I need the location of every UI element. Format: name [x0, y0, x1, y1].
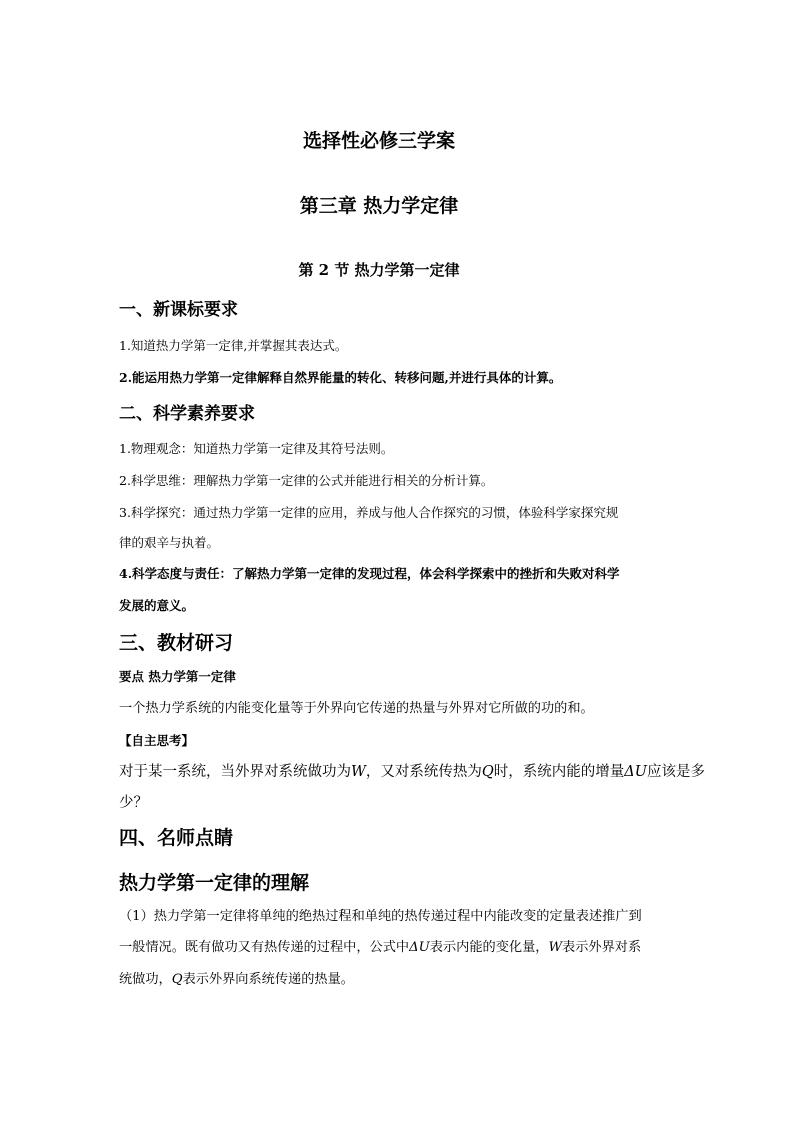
literacy-item-1: 1.物理观念：知道热力学第一定律及其符号法则。: [119, 441, 394, 456]
variable-w: W: [351, 764, 366, 780]
explanation-line-3: 统做功，Q表示外界向系统传递的热量。: [119, 972, 354, 987]
requirement-item-2: 2.能运用热力学第一定律解释自然界能量的转化、转移问题,并进行具体的计算。: [119, 370, 562, 385]
law-definition: 一个热力学系统的内能变化量等于外界向它传递的热量与外界对它所做的功的和。: [119, 701, 594, 716]
explanation-line-2: 一般情况。既有做功又有热传递的过程中，公式中ΔU表示内能的变化量，W表示外界对系: [119, 940, 642, 955]
literacy-item-3-line2: 律的艰辛与执着。: [119, 535, 220, 550]
question-line-1: 对于某一系统，当外界对系统做功为W，又对系统传热为Q时，系统内能的增量ΔU应该是多: [119, 764, 705, 780]
question-line-2: 少？: [119, 795, 148, 811]
document-title: 选择性必修三学案: [302, 130, 455, 152]
literacy-item-2: 2.科学思维：理解热力学第一定律的公式并能进行相关的分析计算。: [119, 473, 494, 488]
requirement-item-1: 1.知道热力学第一定律,并掌握其表达式。: [119, 338, 348, 353]
variable-delta-u: ΔU: [624, 764, 647, 780]
heading-teacher-notes: 四、名师点睛: [119, 827, 234, 849]
heading-curriculum-requirements: 一、新课标要求: [119, 300, 238, 320]
chapter-title: 第三章 热力学定律: [299, 195, 459, 217]
heading-literacy-requirements: 二、科学素养要求: [119, 404, 255, 424]
variable-w: W: [548, 940, 563, 955]
heading-textbook-study: 三、教材研习: [119, 632, 234, 654]
explanation-line-1: （1）热力学第一定律将单纯的绝热过程和单纯的热传递过程中内能改变的定量表述推广到: [119, 909, 642, 924]
variable-q: Q: [171, 972, 183, 987]
section-title: 第 2 节 热力学第一定律: [298, 261, 460, 279]
literacy-item-4-line1: 4.科学态度与责任：了解热力学第一定律的发现过程，体会科学探索中的挫折和失败对科学: [119, 566, 620, 581]
key-point-label: 要点 热力学第一定律: [119, 669, 236, 684]
literacy-item-3-line1: 3.科学探究：通过热力学第一定律的应用，养成与他人合作探究的习惯，体验科学家探究规: [119, 505, 619, 520]
self-thinking-label: 【自主思考】: [119, 733, 195, 748]
variable-delta-u: ΔU: [409, 940, 430, 955]
literacy-item-4-line2: 发展的意义。: [119, 598, 195, 613]
variable-q: Q: [481, 764, 494, 780]
subheading-first-law: 热力学第一定律的理解: [119, 872, 310, 894]
